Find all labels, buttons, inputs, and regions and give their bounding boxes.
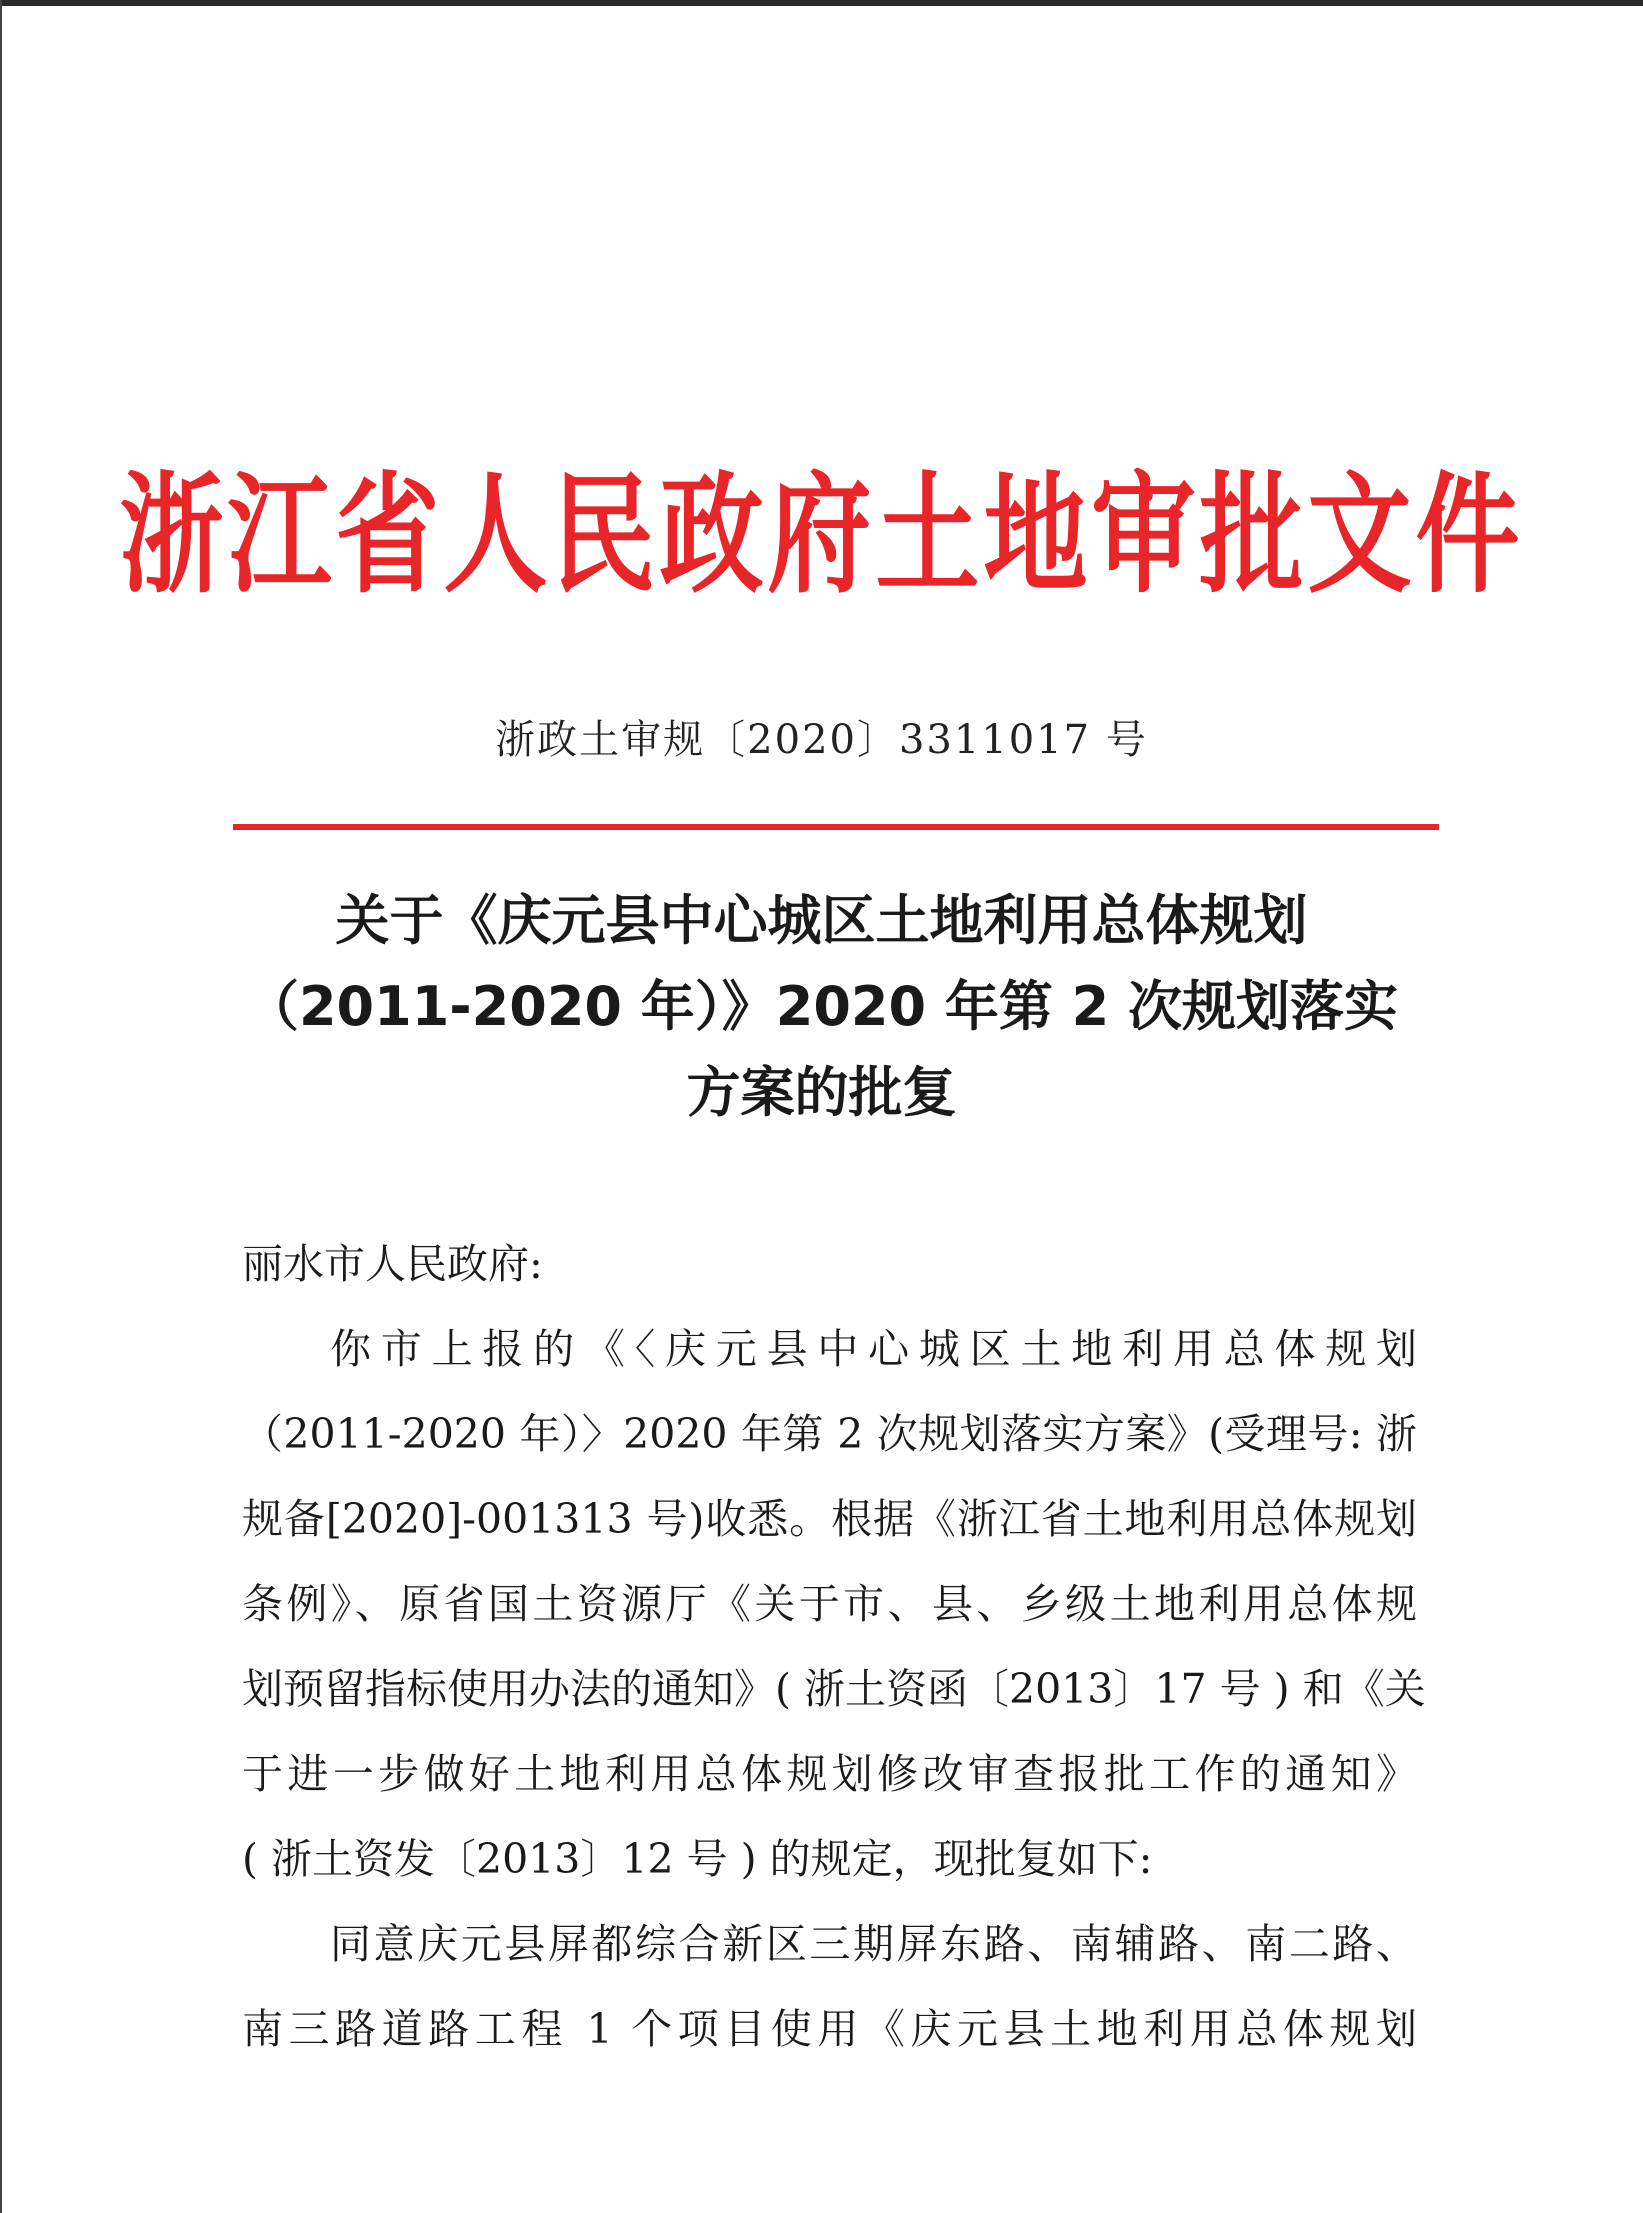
subject-line: 方案的批复 (686, 1061, 957, 1124)
paragraph-line: 规备[2020]-001313 号)收悉。根据《浙江省土地利用总体规划 (242, 1495, 1417, 1543)
scan-edge-top (0, 0, 1643, 6)
document-header-title: 浙江省人民政府土地审批文件 (119, 458, 1524, 612)
paragraph-line: 划预留指标使用办法的通知》( 浙土资函〔2013〕17 号 ) 和《关 (242, 1665, 1426, 1713)
paragraph-line: 你市上报的《〈庆元县中心城区土地利用总体规划 (330, 1325, 1417, 1373)
paragraph-line: 条例》、原省国土资源厅《关于市、县、乡级土地利用总体规 (242, 1580, 1417, 1628)
paragraph-2 (242, 1902, 1417, 2072)
document-body (242, 1222, 1426, 2072)
paragraph-line: 同意庆元县屏都综合新区三期屏东路、南辅路、南二路、 (330, 1920, 1417, 1968)
document-subject (0, 878, 1643, 1136)
subject-line: 关于《庆元县中心城区土地利用总体规划 (335, 889, 1308, 952)
paragraph-line: ( 浙土资发〔2013〕12 号 ) 的规定，现批复如下: (242, 1835, 1153, 1883)
document-number: 浙政土审规〔2020〕3311017 号 (495, 717, 1148, 763)
paragraph-line: 于进一步做好土地利用总体规划修改审查报批工作的通知》 (242, 1750, 1417, 1798)
subject-line: （2011-2020 年）》2020 年第 2 次规划落实 (244, 975, 1399, 1038)
paragraph-line: 南三路道路工程 1 个项目使用《庆元县土地利用总体规划 (242, 2005, 1417, 2053)
addressee: 丽水市人民政府: (242, 1240, 543, 1288)
paragraph-1 (242, 1307, 1426, 1902)
paragraph-line: （2011-2020 年）〉2020 年第 2 次规划落实方案》(受理号: 浙 (242, 1410, 1417, 1458)
red-divider-line (233, 824, 1439, 830)
